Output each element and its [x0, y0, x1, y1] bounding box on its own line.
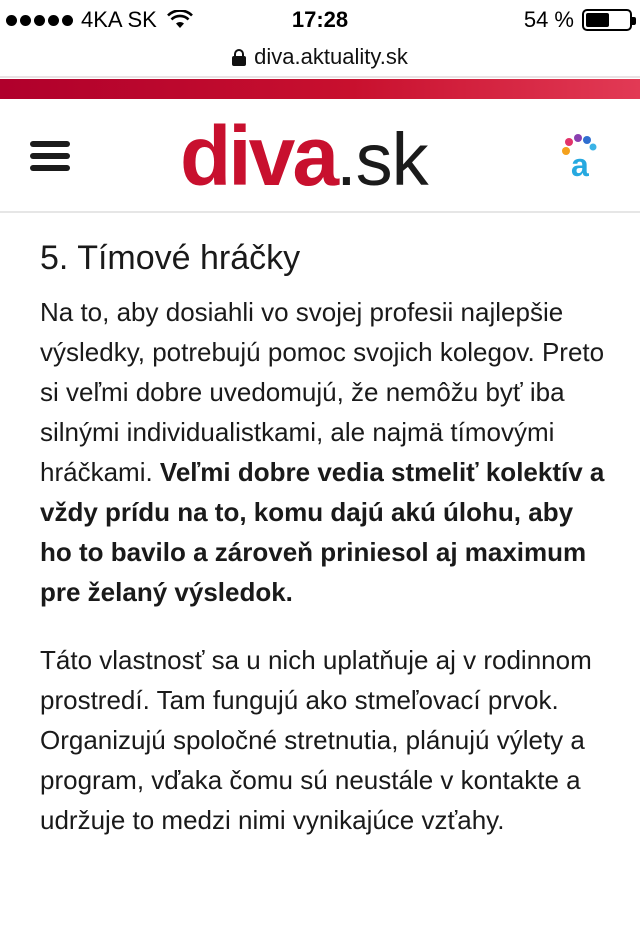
brand-stripe — [0, 79, 640, 99]
status-right — [524, 7, 632, 33]
site-logo[interactable] — [180, 111, 428, 201]
article-body — [40, 236, 610, 868]
paragraph-2: Táto vlastnosť sa u nich uplatňuje aj v rodinnom prostredí. Tam fungujú ako stmeľovací prvok. Organizujú spoločné stretnutia, plánujú výlety a program, vďaka čomu sú neustále v kontakte a udržuje to medzi nimi vynikajúce vzťahy. — [40, 645, 592, 835]
address-bar-divider — [0, 76, 640, 78]
logo-tld-text: .sk — [336, 118, 428, 201]
site-header — [0, 99, 640, 213]
aktuality-logo-letter: a — [571, 147, 589, 181]
battery-icon — [582, 9, 632, 31]
logo-main-text: diva — [180, 109, 337, 203]
hamburger-menu-icon[interactable] — [30, 141, 70, 171]
status-bar — [0, 0, 640, 40]
battery-fill — [586, 13, 609, 27]
paragraph-1 — [40, 292, 610, 612]
battery-percentage: 54 % — [523, 7, 574, 32]
status-time: 17:28 — [291, 7, 349, 32]
paragraph-1-bold-text: Veľmi dobre vedia stmeliť kolektív a vždy prídu na to, komu dajú akú úlohu, aby ho to bavilo a zároveň priniesol aj maximum pre želaný výsledok. — [40, 457, 605, 607]
carrier-name: 4KA SK — [81, 7, 157, 32]
paragraph-1-text: Na to, aby dosiahli vo svojej profesii najlepšie výsledky, potrebujú pomoc svojich kolegov. Preto si veľmi dobre uvedomujú, že nemôžu byť iba silnými individualistkami, ale najmä tímovými hráčkami. — [40, 297, 605, 487]
lock-icon — [232, 49, 246, 65]
aktuality-logo-icon[interactable] — [556, 131, 606, 181]
url-text[interactable]: diva.aktuality.sk — [254, 44, 408, 69]
section-heading: 5. Tímové hráčky — [40, 239, 301, 277]
address-bar[interactable] — [0, 38, 640, 76]
